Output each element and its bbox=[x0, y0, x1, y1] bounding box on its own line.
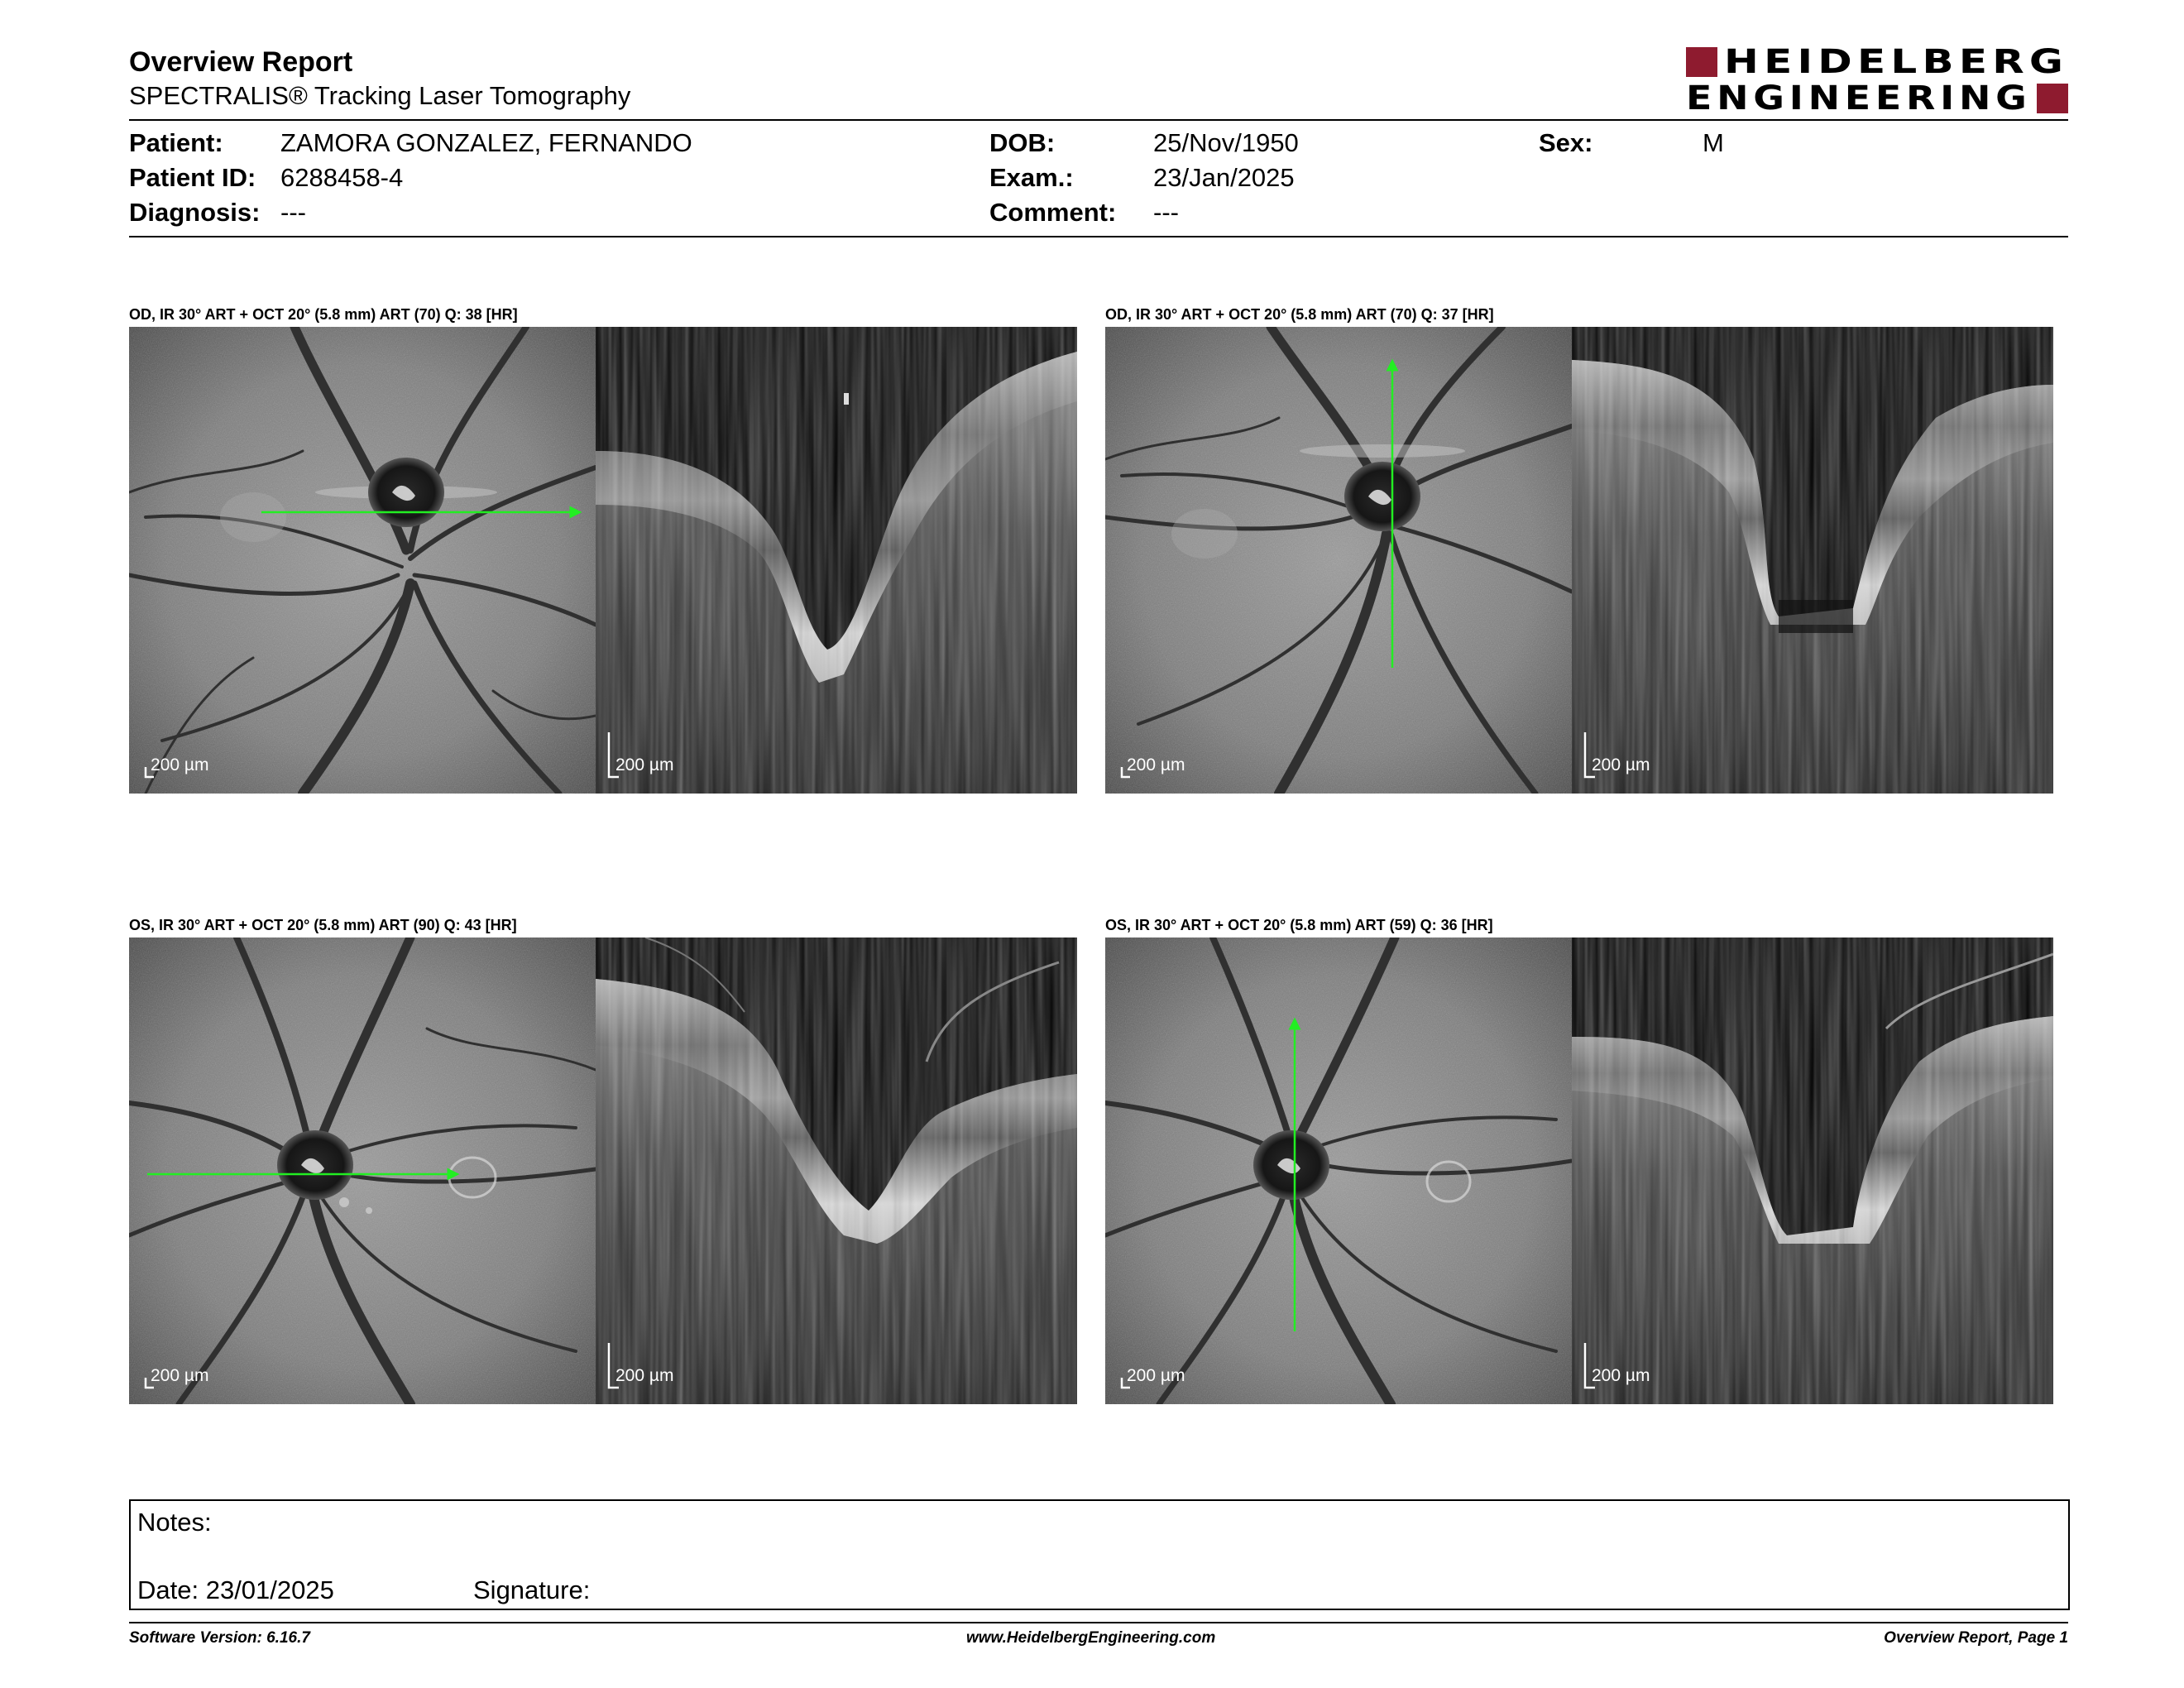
dob-value: 25/Nov/1950 bbox=[1153, 128, 1299, 157]
scan-3-panel bbox=[129, 938, 1077, 1404]
scan-1-ir-scale: 200 µm bbox=[151, 755, 209, 774]
exam-value: 23/Jan/2025 bbox=[1153, 163, 1295, 192]
page-number: Overview Report, Page 1 bbox=[1884, 1629, 2068, 1647]
diagnosis-value: --- bbox=[280, 198, 306, 227]
header-rule-bottom bbox=[129, 236, 2068, 237]
scan-4-caption: OS, IR 30° ART + OCT 20° (5.8 mm) ART (59) Q: 36 [HR] bbox=[1105, 917, 1493, 933]
scan-2-caption: OD, IR 30° ART + OCT 20° (5.8 mm) ART (70) Q: 37 [HR] bbox=[1105, 306, 1494, 323]
notes-label: Notes: bbox=[137, 1508, 212, 1537]
logo-text-line2: ENGINEERING bbox=[1686, 79, 2032, 117]
scan-2-ir-fundus-image bbox=[1105, 327, 1572, 794]
report-subtitle: SPECTRALIS® Tracking Laser Tomography bbox=[129, 81, 631, 110]
report-title: Overview Report bbox=[129, 46, 353, 78]
notes-box bbox=[129, 1499, 2070, 1610]
signature-label: Signature: bbox=[473, 1575, 591, 1604]
scan-2-panel bbox=[1105, 327, 2053, 794]
patient-id-label: Patient ID: bbox=[129, 163, 256, 192]
scan-1-oct-bscan-image bbox=[596, 327, 1077, 794]
scan-1-oct-scale: 200 µm bbox=[615, 755, 674, 774]
patient-value: ZAMORA GONZALEZ, FERNANDO bbox=[280, 128, 692, 157]
patient-id-value: 6288458-4 bbox=[280, 163, 404, 192]
scan-3-ir-fundus-image bbox=[129, 938, 596, 1404]
logo-text-line1: HEIDELBERG bbox=[1724, 43, 2069, 81]
footer-rule bbox=[129, 1622, 2068, 1623]
scan-1-caption: OD, IR 30° ART + OCT 20° (5.8 mm) ART (70) Q: 38 [HR] bbox=[129, 306, 518, 323]
scan-4-panel bbox=[1105, 938, 2053, 1404]
header-rule-top bbox=[129, 119, 2068, 121]
scan-4-oct-bscan-image bbox=[1572, 938, 2053, 1404]
scan-1-panel bbox=[129, 327, 1077, 794]
date-label: Date: 23/01/2025 bbox=[137, 1575, 334, 1604]
scan-2-oct-scale: 200 µm bbox=[1592, 755, 1650, 774]
exam-label: Exam.: bbox=[989, 163, 1074, 192]
scan-4-oct-scale: 200 µm bbox=[1592, 1366, 1650, 1385]
comment-label: Comment: bbox=[989, 198, 1117, 227]
scan-3-oct-bscan-image bbox=[596, 938, 1077, 1404]
scan-3-oct-scale: 200 µm bbox=[615, 1366, 674, 1385]
comment-value: --- bbox=[1153, 198, 1179, 227]
sex-label: Sex: bbox=[1539, 128, 1593, 157]
scan-1-ir-fundus-image bbox=[129, 327, 596, 794]
scan-4-ir-scale: 200 µm bbox=[1127, 1366, 1185, 1385]
patient-label: Patient: bbox=[129, 128, 223, 157]
company-logo bbox=[1686, 43, 2069, 117]
dob-label: DOB: bbox=[989, 128, 1056, 157]
website-link: www.HeidelbergEngineering.com bbox=[966, 1629, 1216, 1647]
scan-4-ir-fundus-image bbox=[1105, 938, 1572, 1404]
diagnosis-label: Diagnosis: bbox=[129, 198, 261, 227]
software-version: Software Version: 6.16.7 bbox=[129, 1629, 310, 1647]
scan-2-oct-bscan-image bbox=[1572, 327, 2053, 794]
logo-square-bottom bbox=[2037, 84, 2068, 113]
scan-2-ir-scale: 200 µm bbox=[1127, 755, 1185, 774]
scan-3-caption: OS, IR 30° ART + OCT 20° (5.8 mm) ART (90) Q: 43 [HR] bbox=[129, 917, 517, 933]
logo-square-top bbox=[1686, 47, 1717, 77]
sex-value: M bbox=[1703, 128, 1724, 157]
scan-3-ir-scale: 200 µm bbox=[151, 1366, 209, 1385]
